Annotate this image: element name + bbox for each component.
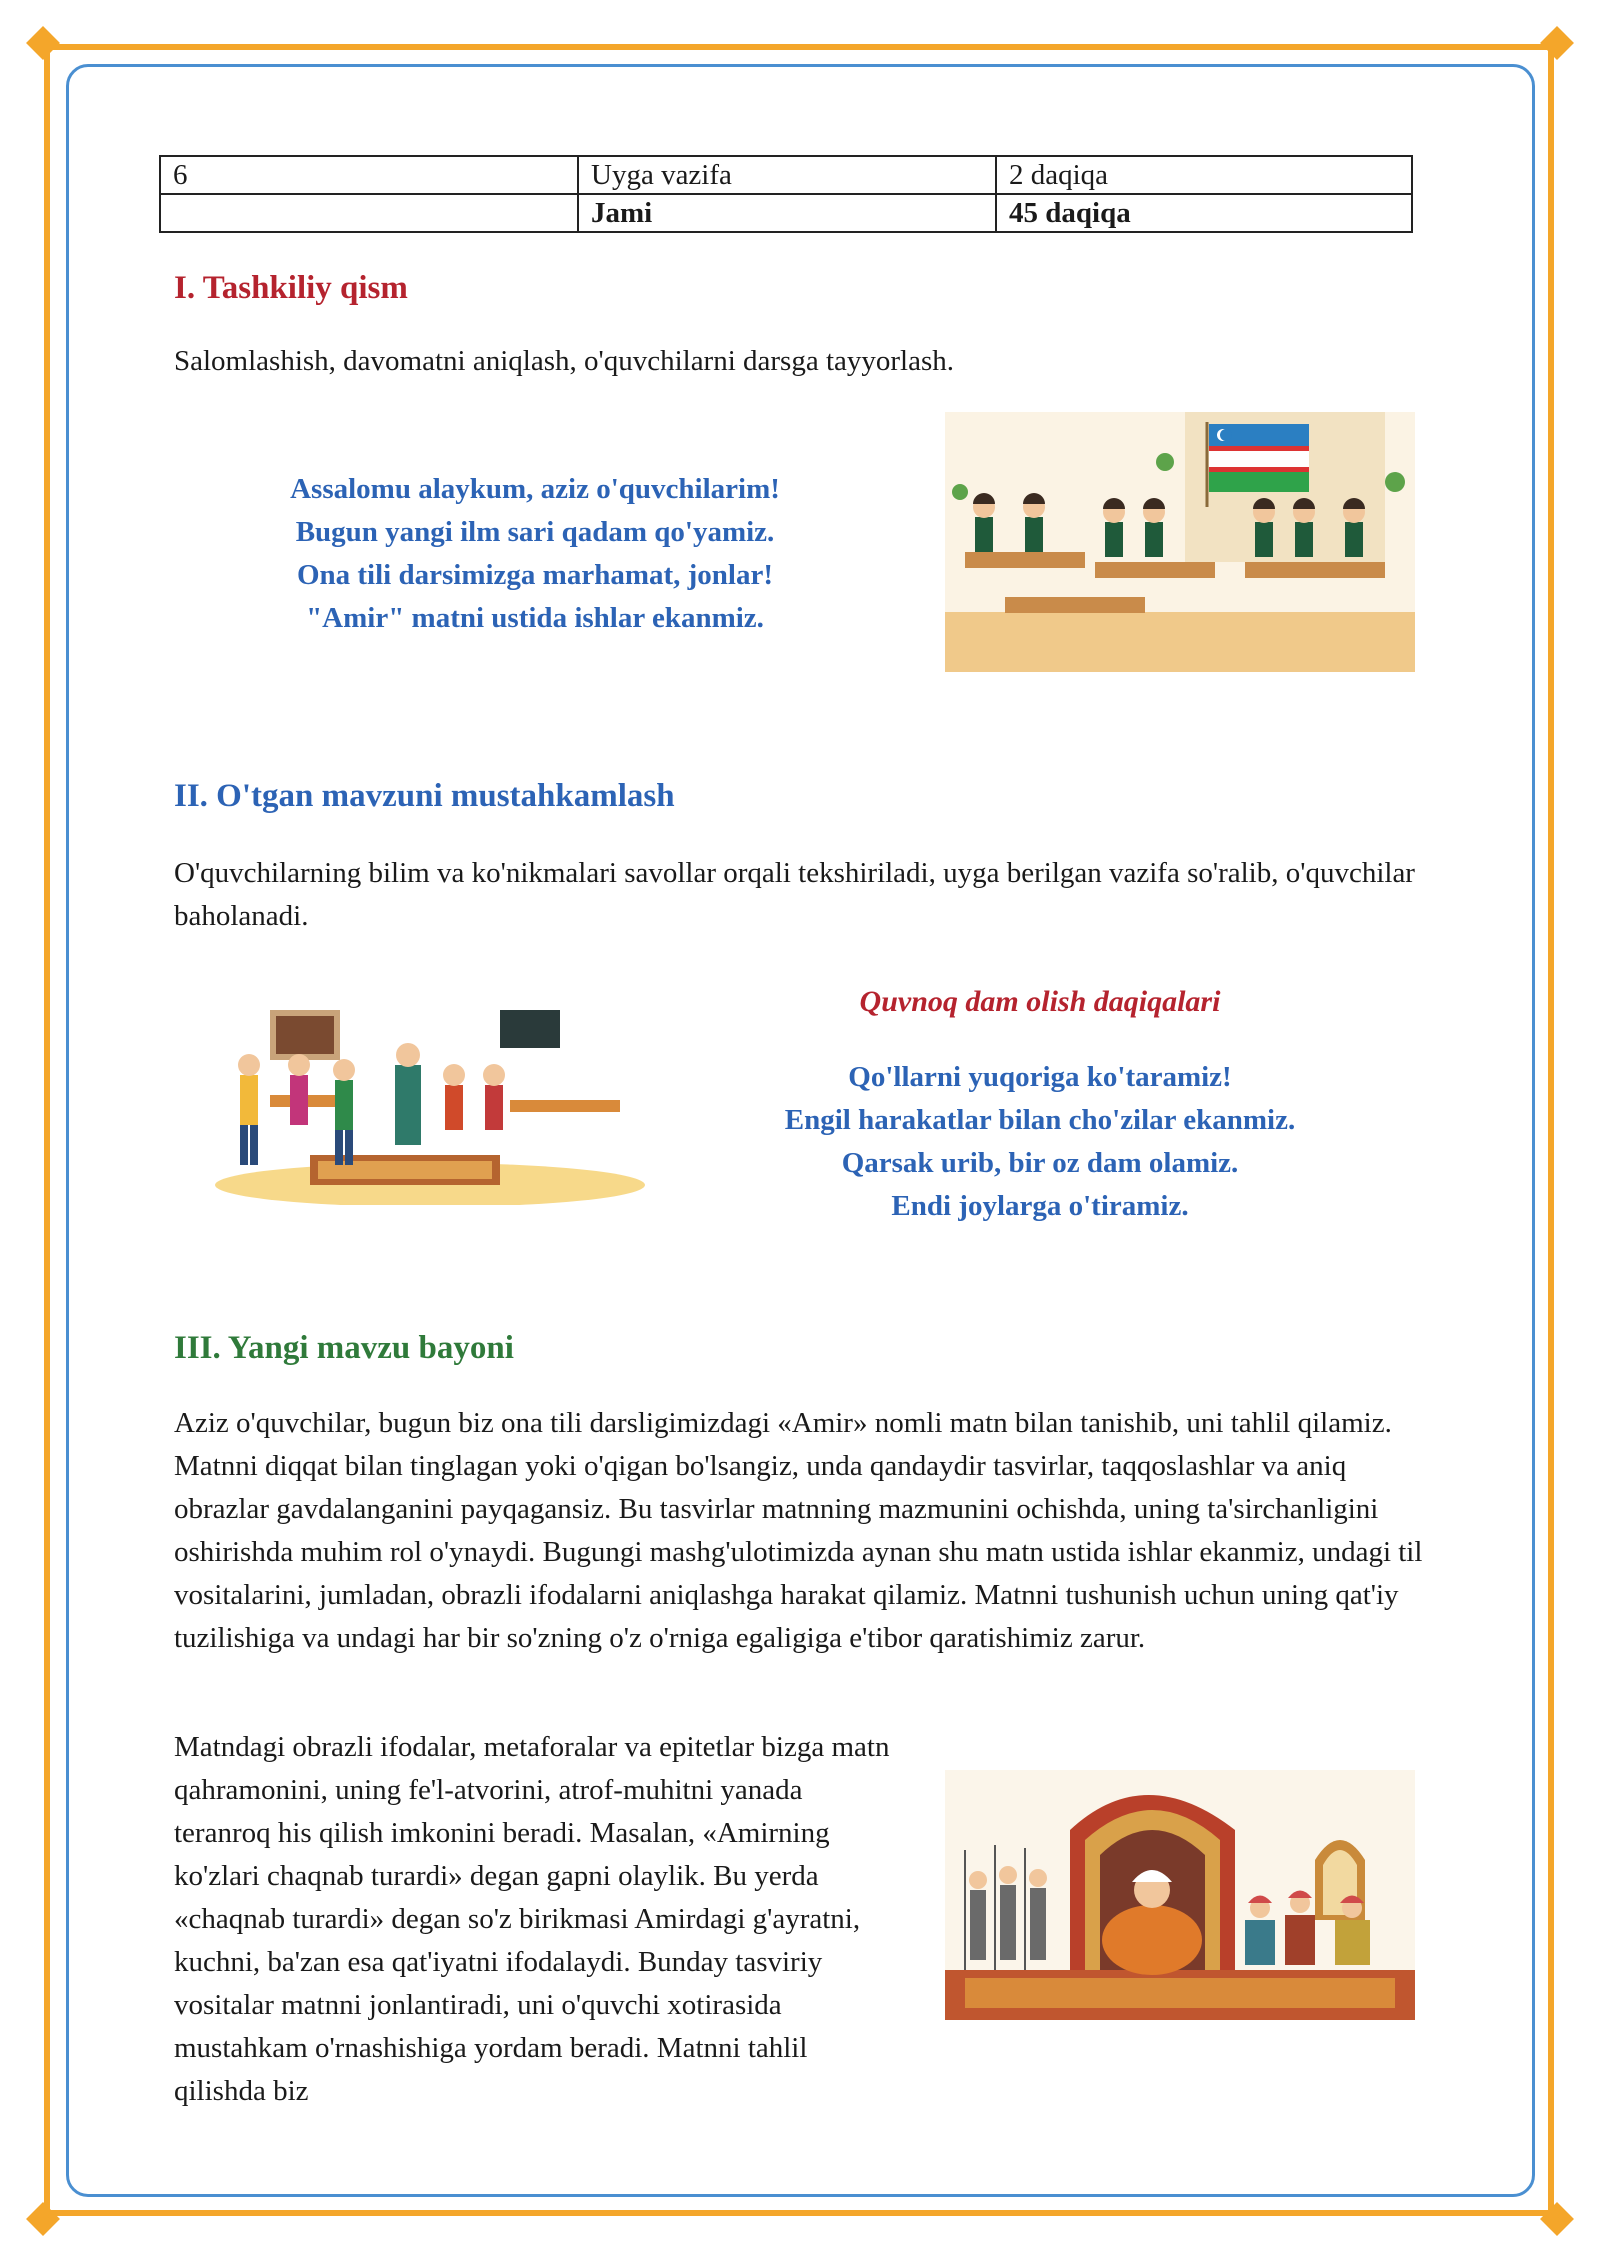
poem-title: Quvnoq dam olish daqiqalari — [859, 985, 1221, 1018]
section-paragraph: O'quvchilarning bilim va ko'nikmalari savollar orqali tekshiriladi, uyga berilgan vazifa so'ralib, o'quvchilar baholanadi. — [174, 857, 1415, 932]
greeting-poem — [200, 468, 870, 640]
exercise-poem — [700, 1056, 1380, 1228]
table-row — [160, 194, 1412, 232]
table-cell-activity: Uyga vazifa — [578, 156, 996, 194]
amir-palace-illustration — [945, 1770, 1415, 2020]
poem-line: "Amir" matni ustida ishlar ekanmiz. — [306, 602, 764, 634]
classroom-illustration — [945, 412, 1415, 672]
poem-line: Assalomu alaykum, aziz o'quvchilarim! — [290, 473, 780, 505]
section-paragraph: Aziz o'quvchilar, bugun biz ona tili darsligimizdagi «Amir» nomli matn bilan tanishib, uni tahlil qilamiz. Matnni diqqat bilan tinglagan yoki o'qigan bo'lsangiz, unda qandaydir tasvirlar, taqqoslashlar va aniq obrazlar gavdalanganini payqagansiz. Bu tasvirlar matnning mazmunini ochishda, uning ta'sirchanligini oshirishda muhim rol o'ynaydi. Bugungi mashg'ulotimizda aynan shu matn ustida ishlar ekanmiz, undagi til vositalarini, jumladan, obrazli ifodalarni aniqlashga harakat qilamiz. Matnni tushunish uchun uning qat'iy tuzilishiga va undagi har bir so'zning o'z o'rniga egaligiga e'tibor qaratishimiz zarur. — [174, 1407, 1423, 1654]
poem-line: Engil harakatlar bilan cho'zilar ekanmiz. — [784, 1104, 1296, 1136]
table-row — [160, 156, 1412, 194]
table-cell-time: 45 daqiqa — [996, 194, 1412, 232]
lesson-plan-table — [159, 155, 1413, 233]
section-heading-review: II. O'tgan mavzuni mustahkamlash — [174, 778, 675, 814]
section-paragraph: Salomlashish, davomatni aniqlash, o'quvchilarni darsga tayyorlash. — [174, 345, 955, 377]
table-cell-number — [160, 194, 578, 232]
table-cell-time: 2 daqiqa — [996, 156, 1412, 194]
kids-exercise-illustration — [210, 1005, 650, 1205]
section-heading-new-topic: III. Yangi mavzu bayoni — [174, 1330, 514, 1366]
poem-line: Ona tili darsimizga marhamat, jonlar! — [296, 559, 774, 591]
poem-line: Qarsak urib, bir oz dam olamiz. — [841, 1147, 1239, 1179]
poem-line: Bugun yangi ilm sari qadam qo'yamiz. — [295, 516, 775, 548]
section-paragraph: Matndagi obrazli ifodalar, metaforalar va epitetlar bizga matn qahramonini, uning fe'l-atvorini, atrof-muhitni yanada teranroq his qilish imkonini beradi. Masalan, «Amirning ko'zlari chaqnab turardi» degan gapni olaylik. Bu yerda «chaqnab turardi» degan so'z birikmasi Amirdagi g'ayratni, kuchni, ba'zan esa qat'iyatni ifodalaydi. Bunday tasviriy vositalar matnni jonlantiradi, uni o'quvchi xotirasida mustahkam o'rnashishiga yordam beradi. Matnni tahlil qilishda biz — [174, 1731, 890, 2107]
section-heading-organizational: I. Tashkiliy qism — [174, 270, 408, 306]
poem-line: Endi joylarga o'tiramiz. — [891, 1190, 1189, 1222]
poem-line: Qo'llarni yuqoriga ko'taramiz! — [848, 1061, 1232, 1093]
table-cell-number: 6 — [160, 156, 578, 194]
table-cell-activity: Jami — [578, 194, 996, 232]
